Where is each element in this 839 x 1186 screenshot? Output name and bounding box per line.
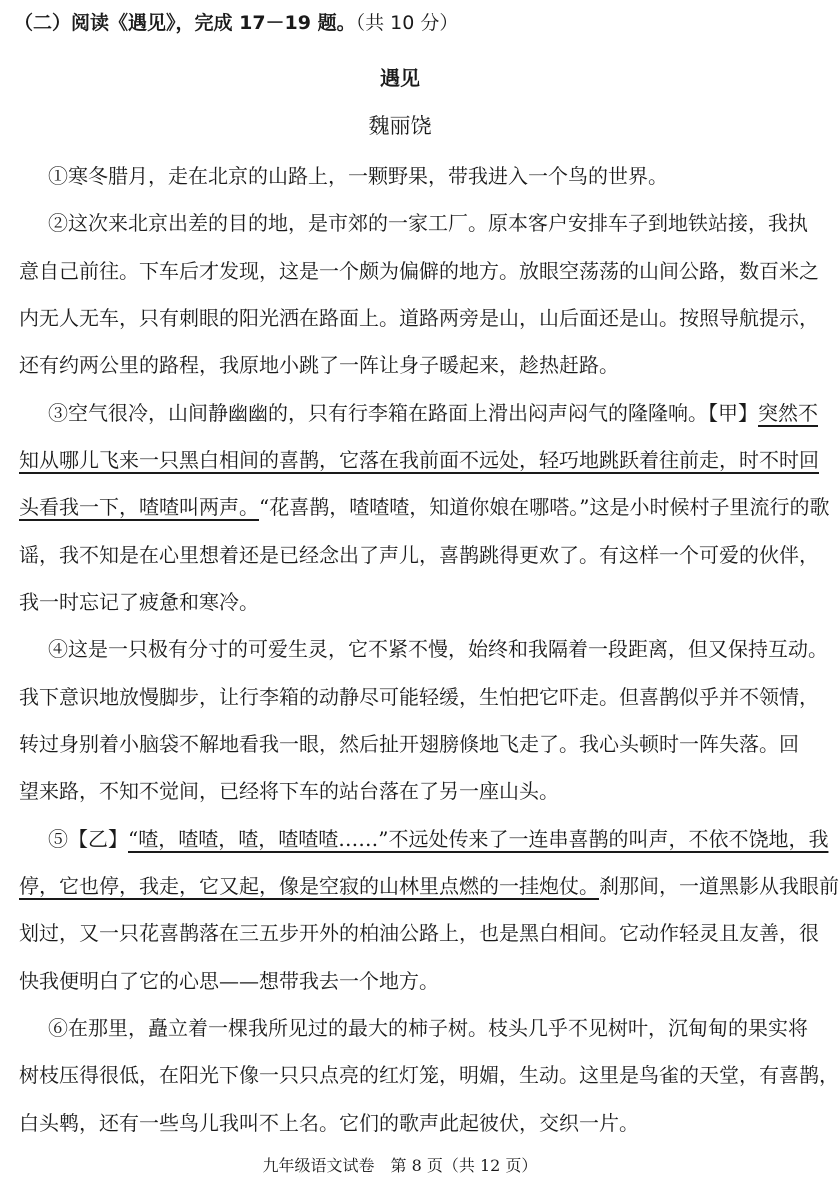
section-heading <box>14 8 458 35</box>
paragraph-line <box>48 397 818 426</box>
paragraph-line <box>19 444 819 473</box>
paragraph-line: 我一时忘记了疲惫和寒冷。 <box>19 590 259 614</box>
paragraph-line: 我下意识地放慢脚步，让行李箱的动静尽可能轻缓，生怕把它吓走。但喜鹊似乎并不领情， <box>19 685 819 709</box>
paragraph-line: ④这是一只极有分寸的可爱生灵，它不紧不慢，始终和我隔着一段距离，但又保持互动。 <box>48 637 828 661</box>
paragraph-line: 快我便明白了它的心思——想带我去一个地方。 <box>19 969 439 993</box>
underlined-sentence-jia: 突然不 <box>758 401 818 425</box>
article-title: 遇见 <box>380 66 420 90</box>
paragraph-line: 白头鹎，还有一些鸟儿我叫不上名。它们的歌声此起彼伏，交织一片。 <box>19 1111 639 1135</box>
page-footer: 九年级语文试卷 第 8 页（共 12 页） <box>262 1156 538 1175</box>
paragraph-line: 望来路，不知不觉间，已经将下车的站台落在了另一座山头。 <box>19 779 559 803</box>
paragraph-line: 转过身别着小脑袋不解地看我一眼，然后扯开翅膀倏地飞走了。我心头顿时一阵失落。回 <box>19 732 799 756</box>
underlined-sentence-yi: “喳，喳喳，喳，喳喳喳……”不远处传来了一连串喜鹊的叫声，不依不饶地，我 <box>128 827 829 851</box>
article-author: 魏丽饶 <box>368 114 432 138</box>
underlined-sentence-jia: 知从哪儿飞来一只黑白相间的喜鹊，它落在我前面不远处，轻巧地跳跃着往前走，时不时回 <box>19 448 819 472</box>
line-text: ③空气很冷，山间静幽幽的，只有行李箱在路面上滑出闷声闷气的隆隆响。【甲】 <box>48 401 758 425</box>
paragraph-line: 划过，又一只花喜鹊落在三五步开外的柏油公路上，也是黑白相间。它动作轻灵且友善，很 <box>19 921 819 945</box>
paragraph-line: 还有约两公里的路程，我原地小跳了一阵让身子暖起来，趁热赶路。 <box>19 353 619 377</box>
line-text: ⑤【乙】 <box>48 827 128 851</box>
paragraph-line <box>19 870 839 899</box>
paragraph-line: ①寒冬腊月，走在北京的山路上，一颗野果，带我进入一个鸟的世界。 <box>48 164 668 188</box>
underlined-sentence-jia: 头看我一下，喳喳叫两声。 <box>19 495 259 519</box>
paragraph-line: 树枝压得很低，在阳光下像一只只点亮的红灯笼，明媚，生动。这里是鸟雀的天堂，有喜鹊， <box>19 1063 839 1087</box>
paragraph-line: 内无人无车，只有刺眼的阳光洒在路面上。道路两旁是山，山后面还是山。按照导航提示， <box>19 306 819 330</box>
section-points: （共 10 分） <box>355 12 459 34</box>
section-instruction: （二）阅读《遇见》，完成 17－19 题。 <box>14 12 356 34</box>
paragraph-line <box>48 823 829 852</box>
paragraph-line: 谣，我不知是在心里想着还是已经念出了声儿，喜鹊跳得更欢了。有这样一个可爱的伙伴， <box>19 543 819 567</box>
paragraph-line <box>19 491 830 520</box>
paragraph-line: ⑥在那里，矗立着一棵我所见过的最大的柿子树。枝头几乎不见树叶，沉甸甸的果实将 <box>48 1016 808 1040</box>
paragraph-line: ②这次来北京出差的目的地，是市郊的一家工厂。原本客户安排车子到地铁站接，我执 <box>48 211 808 235</box>
line-text: “花喜鹊，喳喳喳，知道你娘在哪嗒。”这是小时候村子里流行的歌 <box>259 495 830 519</box>
line-text: 刹那间，一道黑影从我眼前 <box>599 874 839 898</box>
underlined-sentence-yi: 停，它也停，我走，它又起，像是空寂的山林里点燃的一挂炮仗。 <box>19 874 599 898</box>
paragraph-line: 意自己前往。下车后才发现，这是一个颇为偏僻的地方。放眼空荡荡的山间公路，数百米之 <box>19 259 819 283</box>
